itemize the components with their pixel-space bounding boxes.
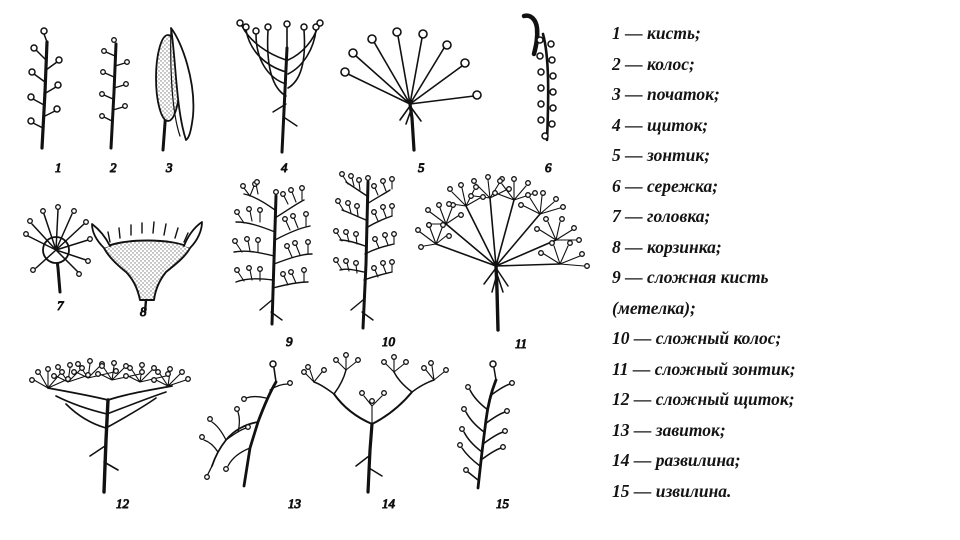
figure-label-10: 10 [382, 334, 395, 349]
legend-item: 5 — зонтик; [612, 145, 711, 165]
figure-label-2: 2 [110, 160, 117, 175]
figure-label-14: 14 [382, 496, 395, 511]
figure-item-2 [100, 38, 130, 148]
figure-label-12: 12 [116, 496, 129, 511]
figure-item-12 [30, 359, 191, 492]
figure-label-15: 15 [496, 496, 509, 511]
figure-label-11: 11 [515, 336, 528, 351]
legend-item: 3 — початок; [612, 84, 720, 104]
figure-label-8: 8 [140, 304, 147, 319]
legend-item: 11 — сложный зонтик; [612, 358, 796, 379]
legend-item: 13 — завиток; [612, 419, 726, 440]
figure-item-6 [524, 16, 556, 140]
legend-item: 4 — щиток; [612, 114, 709, 135]
figure-label-4: 4 [281, 160, 288, 175]
figure-item-7 [24, 205, 93, 292]
figure-item-9 [233, 180, 312, 324]
figure-label-1: 1 [55, 160, 62, 175]
figure-item-13 [200, 361, 293, 486]
legend-item-continuation: (метелка); [612, 297, 696, 318]
legend-item: 1 — кисть; [612, 23, 701, 43]
figure-item-1 [28, 28, 62, 148]
legend-item: 10 — сложный колос; [612, 328, 782, 348]
figure-item-4 [237, 20, 323, 152]
figure-label-13: 13 [288, 496, 301, 511]
legend-item: 6 — сережка; [612, 175, 719, 196]
figure-item-8 [92, 222, 202, 312]
figure-label-3: 3 [166, 160, 173, 175]
figure-label-9: 9 [286, 334, 293, 349]
legend-list [612, 18, 952, 528]
figure-item-10 [334, 172, 397, 328]
figure-item-11 [416, 175, 590, 330]
legend-item: 7 — головка; [612, 206, 711, 226]
legend-item: 14 — развилина; [612, 450, 741, 470]
figure-label-6: 6 [545, 160, 552, 175]
figure-item-5 [341, 28, 481, 150]
figure-label-5: 5 [418, 160, 425, 175]
figure-label-7: 7 [57, 298, 64, 313]
figure-item-14 [302, 353, 449, 492]
legend-item: 8 — корзинка; [612, 236, 722, 257]
legend-item: 9 — сложная кисть [612, 267, 769, 287]
legend-item: 15 — извилина. [612, 480, 732, 501]
figure-item-15 [458, 361, 515, 488]
legend-item: 2 — колос; [612, 53, 695, 74]
legend-item: 12 — сложный щиток; [612, 389, 795, 409]
figure-item-3 [156, 28, 193, 150]
